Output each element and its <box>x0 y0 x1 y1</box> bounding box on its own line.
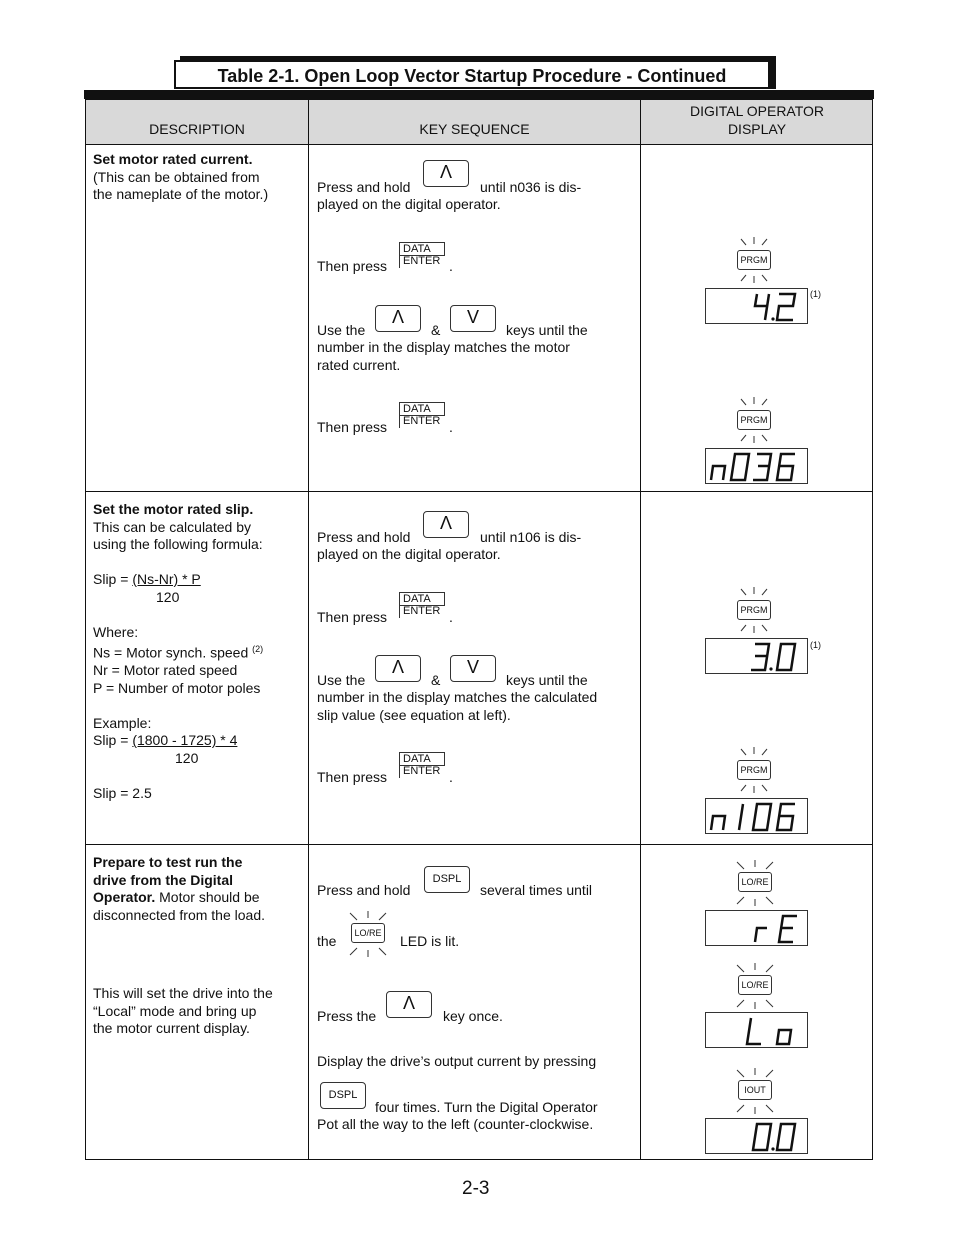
row2-step3-a: Use the <box>317 672 366 688</box>
enter-label: ENTER <box>403 765 441 777</box>
title-bar <box>84 90 874 99</box>
period: . <box>449 419 453 435</box>
example-denominator: 120 <box>175 749 199 766</box>
row1-step4: Then press <box>317 419 388 435</box>
row2-step4: Then press <box>317 769 388 785</box>
row-divider <box>86 844 872 845</box>
display-rE <box>751 914 803 944</box>
column-divider <box>640 100 641 1159</box>
row2-step2: Then press <box>317 609 388 625</box>
row1-step3-d: rated current. <box>317 357 401 373</box>
row1-step1-c: played on the digital operator. <box>317 196 501 212</box>
row3-step1-b: several times until <box>480 882 593 898</box>
prgm-led-icon <box>735 397 775 437</box>
page-number: 2-3 <box>462 1178 490 1199</box>
row2-step3-c: number in the display matches the calculated <box>317 689 598 705</box>
row-divider <box>86 144 872 145</box>
dspl-key[interactable]: DSPL <box>320 1082 366 1109</box>
up-arrow-key[interactable]: Λ <box>375 655 421 682</box>
row3-step5: four times. Turn the Digital Operator <box>375 1099 598 1115</box>
row3-desc-line: disconnected from the load. <box>93 906 265 923</box>
prgm-led-icon <box>735 237 775 277</box>
header-key-sequence: KEY SEQUENCE <box>419 121 530 137</box>
where-ns: Ns = Motor synch. speed $^{(2)}$ <box>93 644 264 661</box>
example-formula: Slip = (1800 - 1725) * 4 <box>93 732 238 749</box>
down-arrow-key[interactable]: V <box>450 305 496 332</box>
lo-re-label: LO/RE <box>351 923 385 943</box>
seven-segment-display <box>705 910 808 946</box>
enter-label: ENTER <box>403 255 441 267</box>
row2-desc-line: using the following formula: <box>93 536 263 552</box>
prgm-label: PRGM <box>737 760 771 780</box>
up-arrow-key[interactable]: Λ <box>423 511 469 538</box>
header-display-line2: DISPLAY <box>727 121 787 137</box>
row3-note <box>93 985 303 1038</box>
up-arrow-key[interactable]: Λ <box>386 991 432 1018</box>
footnote-1: (1) <box>810 640 821 650</box>
seven-segment-display <box>705 798 808 834</box>
display-n106 <box>707 802 803 832</box>
data-label: DATA <box>403 593 431 605</box>
row1-step1-a: Press and hold <box>317 179 411 195</box>
data-enter-key[interactable] <box>399 592 445 620</box>
row1-step3-c: number in the display matches the motor <box>317 339 570 355</box>
where-label: Where: <box>93 623 139 640</box>
row3-desc-title: drive from the Digital <box>93 871 234 888</box>
prgm-label: PRGM <box>737 250 771 270</box>
display-4-2 <box>751 292 803 322</box>
row1-desc-line: (This can be obtained from <box>93 168 260 185</box>
row3-note-line: This will set the drive into the <box>93 985 273 1001</box>
enter-label: ENTER <box>403 415 441 427</box>
row1-step1-b: until n036 is dis- <box>480 179 582 195</box>
period: . <box>449 258 453 274</box>
row1-desc-line: the nameplate of the motor.) <box>93 186 269 202</box>
data-label: DATA <box>403 243 431 255</box>
display-Lo <box>743 1016 803 1046</box>
dspl-key[interactable]: DSPL <box>424 866 470 893</box>
row2-description <box>93 501 303 802</box>
row2-desc-line: This can be calculated by <box>93 518 251 535</box>
lo-re-label: LO/RE <box>738 872 772 892</box>
seven-segment-display <box>705 288 808 324</box>
where-p: P = Number of motor poles <box>93 679 261 696</box>
lo-re-led-icon <box>735 860 775 900</box>
row2-step3-d: slip value (see equation at left). <box>317 707 511 723</box>
row3-step2-b: LED is lit. <box>400 933 460 949</box>
iout-label: IOUT <box>738 1080 772 1100</box>
row3-step2-a: the <box>317 933 337 949</box>
iout-led-icon <box>735 1068 775 1108</box>
seven-segment-display <box>705 1012 808 1048</box>
data-label: DATA <box>403 753 431 765</box>
data-label: DATA <box>403 403 431 415</box>
row1-step3-a: Use the <box>317 322 366 338</box>
where-nr: Nr = Motor rated speed <box>93 662 238 679</box>
row2-step1-a: Press and hold <box>317 529 411 545</box>
ampersand: & <box>431 672 441 688</box>
display-0-0 <box>751 1122 803 1152</box>
table-title: Table 2-1. Open Loop Vector Startup Procedure - Continued <box>174 60 770 89</box>
up-arrow-key[interactable]: Λ <box>423 160 469 187</box>
row3-step1-a: Press and hold <box>317 882 411 898</box>
row3-step6: Pot all the way to the left (counter-clockwise. <box>317 1116 594 1132</box>
column-divider <box>308 100 309 1159</box>
formula-denominator: 120 <box>156 588 180 605</box>
seven-segment-display <box>705 448 808 484</box>
period: . <box>449 609 453 625</box>
prgm-label: PRGM <box>737 600 771 620</box>
down-arrow-key[interactable]: V <box>450 655 496 682</box>
row3-desc-line: Operator. Motor should be <box>93 889 260 905</box>
ampersand: & <box>431 322 441 338</box>
data-enter-key[interactable] <box>399 242 445 270</box>
row1-description <box>93 151 303 204</box>
up-arrow-key[interactable]: Λ <box>375 305 421 332</box>
lo-re-label: LO/RE <box>738 975 772 995</box>
row2-step1-c: played on the digital operator. <box>317 546 501 562</box>
display-3-0 <box>751 642 803 672</box>
row3-step4: Display the drive’s output current by pressing <box>317 1053 597 1069</box>
prgm-led-icon <box>735 747 775 787</box>
display-n036 <box>707 452 803 482</box>
row1-desc-title: Set motor rated current. <box>93 151 253 167</box>
prgm-label: PRGM <box>737 410 771 430</box>
slip-formula: Slip = (Ns-Nr) * P <box>93 571 201 587</box>
footnote-1: (1) <box>810 289 821 299</box>
seven-segment-display <box>705 1118 808 1154</box>
seven-segment-display <box>705 638 808 674</box>
row3-note-line: the motor current display. <box>93 1020 250 1036</box>
row3-description <box>93 854 303 924</box>
lo-re-led-icon <box>348 911 388 951</box>
period: . <box>449 769 453 785</box>
prgm-led-icon <box>735 587 775 627</box>
lo-re-led-icon <box>735 963 775 1003</box>
row3-step3-a: Press the <box>317 1008 377 1024</box>
row3-note-line: “Local” mode and bring up <box>93 1002 257 1019</box>
data-enter-key[interactable] <box>399 402 445 430</box>
row-divider <box>86 491 872 492</box>
row2-step1-b: until n106 is dis- <box>480 529 582 545</box>
example-label: Example: <box>93 714 152 731</box>
row2-step3-b: keys until the <box>506 672 588 688</box>
row1-step3-b: keys until the <box>506 322 588 338</box>
enter-label: ENTER <box>403 605 441 617</box>
row3-desc-title: Prepare to test run the <box>93 854 243 870</box>
row3-step3-b: key once. <box>443 1008 503 1024</box>
example-result: Slip = 2.5 <box>93 784 152 801</box>
data-enter-key[interactable] <box>399 752 445 780</box>
row2-desc-title: Set the motor rated slip. <box>93 501 254 517</box>
row1-step2: Then press <box>317 258 388 274</box>
header-description: DESCRIPTION <box>149 121 245 137</box>
header-display-line1: DIGITAL OPERATOR <box>689 103 825 119</box>
